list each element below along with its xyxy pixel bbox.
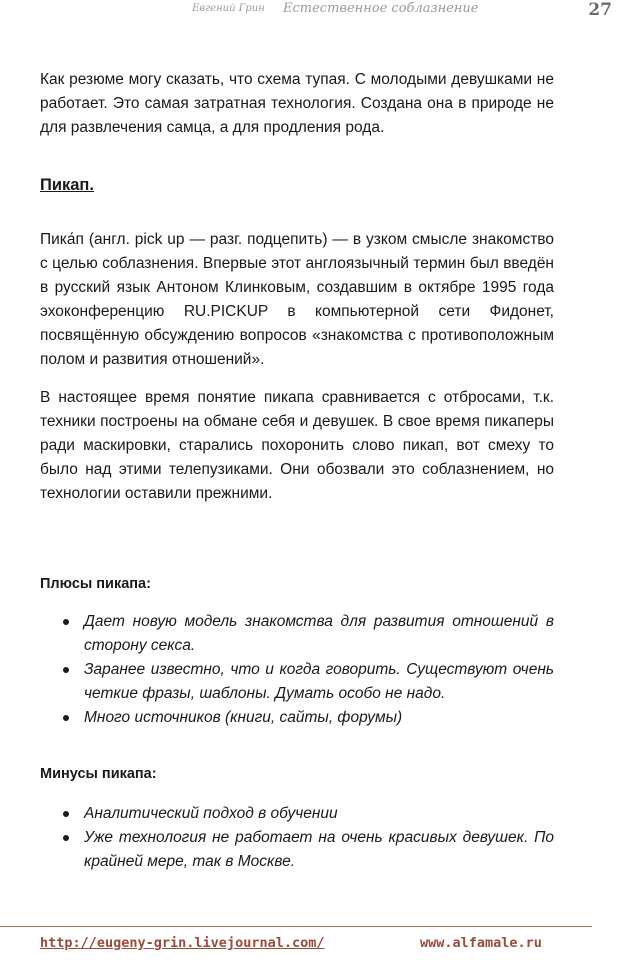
header-book-title: Естественное соблазнение [283,1,479,16]
footer-divider [0,926,592,927]
pros-item-text: Дает новую модель знакомства для развития отношений в сторону секса. [84,613,554,654]
bullet-icon [63,811,69,817]
bullet-icon [63,667,69,673]
list-item [40,706,554,730]
list-item [40,610,554,658]
bullet-icon [63,619,69,625]
definition-paragraph: Пика́п (англ. pick up — разг. подцепить) — в узком смысле знакомство с целью соблазнения. Впервые этот англоязычный термин был введён в русский язык Антоном Клинковым, создавшим в октябре 1995 года эхоконференцию RU.PICKUP в компьютерной сети Фидонет, посвящённую обсуждению вопросов «знакомства с противоположным полом и развития отношений». [40,230,554,368]
footer-blog-link[interactable]: http://eugeny-grin.livejournal.com/ [40,935,325,951]
page-header [0,0,620,22]
bullet-icon [63,835,69,841]
list-item [40,826,554,874]
list-item [40,658,554,706]
section-title: Пикап. [40,176,94,194]
cons-item-text: Аналитический подход в обучении [84,805,338,822]
cons-list [40,802,554,874]
header-author: Евгений Грин [192,3,265,14]
pros-item-text: Заранее известно, что и когда говорить. Существуют очень четкие фразы, шаблоны. Думать особо не надо. [84,661,554,702]
pros-title: Плюсы пикапа: [40,576,151,592]
cons-title: Минусы пикапа: [40,766,157,782]
pros-item-text: Много источников (книги, сайты, форумы) [84,709,403,726]
intro-paragraph: Как резюме могу сказать, что схема тупая. С молодыми девушками не работает. Это самая затратная технология. Создана она в природе не для развлечения самца, а для продления рода. [40,70,554,136]
bullet-icon [63,715,69,721]
page-number: 27 [588,0,612,20]
list-item [40,802,554,826]
cons-item-text: Уже технология не работает на очень красивых девушек. По крайней мере, так в Москве. [84,829,554,870]
footer-site-link[interactable]: www.alfamale.ru [420,935,542,951]
current-paragraph: В настоящее время понятие пикапа сравнивается с отбросами, т.к. техники построены на обмане себя и девушек. В свое время пикаперы ради маскировки, старались похоронить слово пикап, вот смеху то было над этими телепузиками. Они обозвали это соблазнением, но технологии оставили прежними. [40,388,554,502]
pros-list [40,610,554,730]
